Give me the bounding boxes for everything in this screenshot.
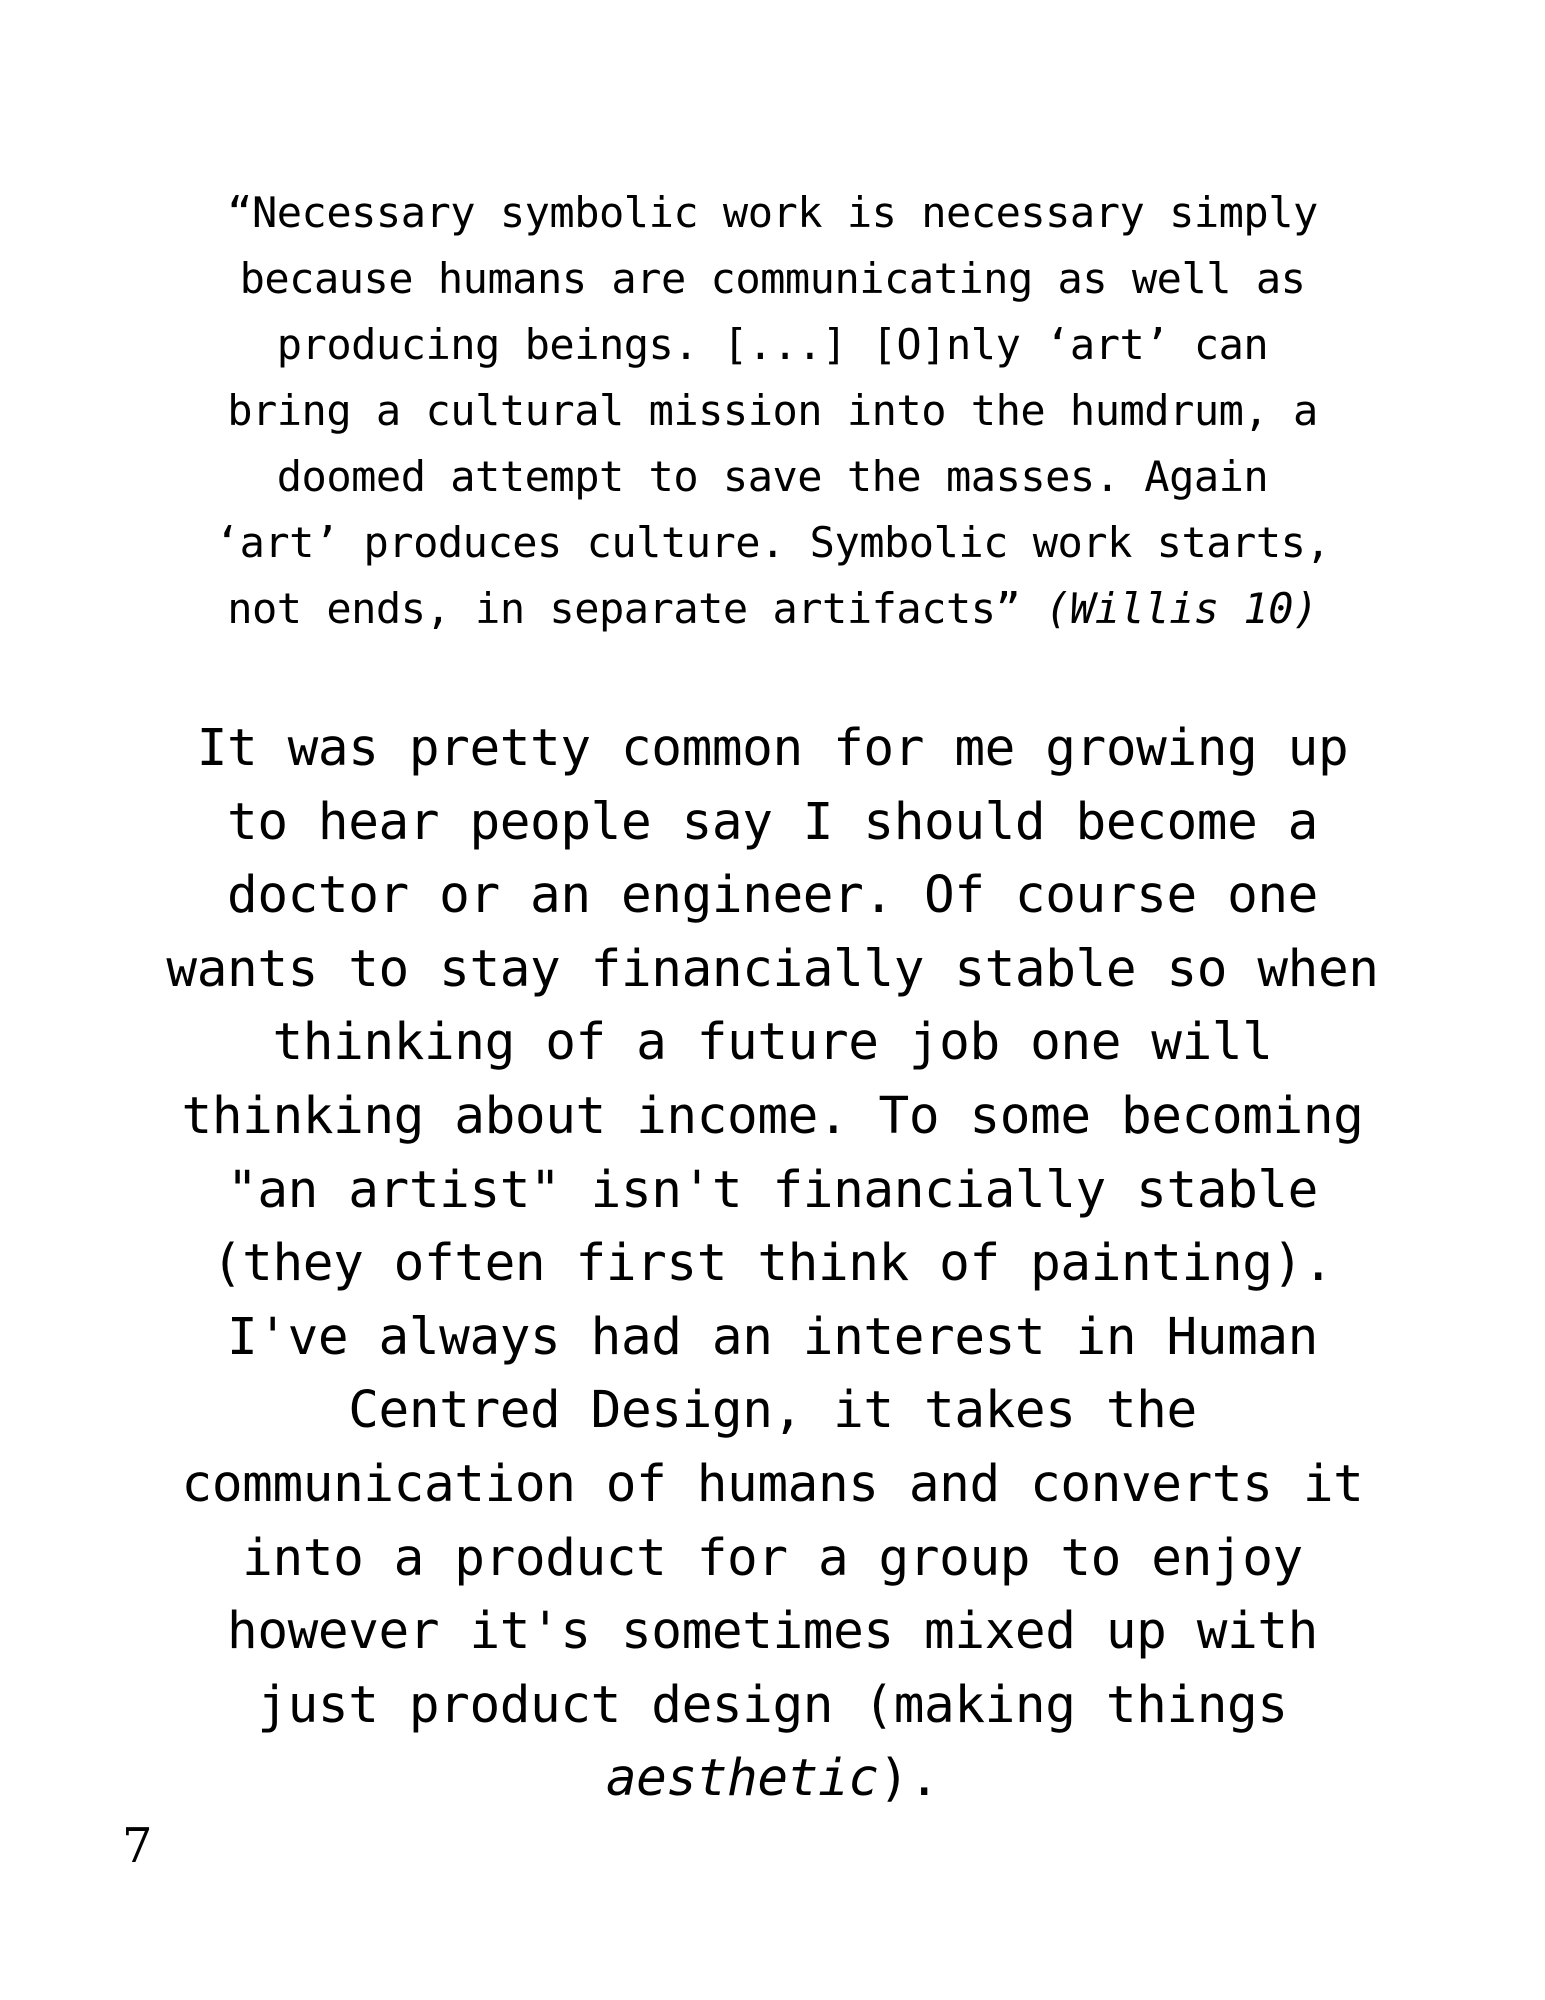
paragraph-line: (they often first think of painting). xyxy=(211,1234,1334,1294)
paragraph-line: Centred Design, it takes the xyxy=(348,1381,1197,1441)
paragraph-line: wants to stay financially stable so when xyxy=(166,939,1379,999)
page-number: 7 xyxy=(122,1818,153,1874)
paragraph-line-end: ). xyxy=(878,1749,940,1809)
quote-line: because humans are communicating as well as xyxy=(239,254,1306,303)
paragraph-line: I've always had an interest in Human xyxy=(227,1307,1318,1367)
paragraph-line: thinking about income. To some becoming xyxy=(181,1086,1364,1146)
quote-citation: (Willis 10) xyxy=(1045,584,1318,633)
paragraph-line: communication of humans and converts it xyxy=(181,1454,1364,1514)
quote-line: ‘art’ produces culture. Symbolic work starts, xyxy=(214,518,1331,567)
paragraph-line: doctor or an engineer. Of course one xyxy=(227,866,1318,926)
paragraph-line: however it's sometimes mixed up with xyxy=(227,1602,1318,1662)
quote-line: producing beings. [...] [O]nly ‘art’ can xyxy=(276,320,1269,369)
block-quote xyxy=(150,180,1395,642)
quote-line: bring a cultural mission into the humdrum, a xyxy=(227,386,1318,435)
paragraph-last-line xyxy=(130,1742,1415,1816)
paragraph-line: It was pretty common for me growing up xyxy=(196,719,1349,778)
emphasis-word: aesthetic xyxy=(605,1749,879,1809)
paragraph-line: "an artist" isn't financially stable xyxy=(227,1160,1318,1220)
quote-last-line xyxy=(150,576,1395,642)
paragraph-line: to hear people say I should become a xyxy=(227,792,1318,852)
quote-line: doomed attempt to save the masses. Again xyxy=(276,452,1269,501)
paragraph-line: just product design (making things xyxy=(257,1675,1288,1735)
paragraph-line: into a product for a group to enjoy xyxy=(242,1528,1303,1588)
body-paragraph xyxy=(130,712,1415,1816)
quote-line: “Necessary symbolic work is necessary simply xyxy=(227,188,1318,237)
paragraph-line: thinking of a future job one will xyxy=(272,1013,1273,1073)
quote-line-text: not ends, in separate artifacts” xyxy=(227,584,1046,633)
